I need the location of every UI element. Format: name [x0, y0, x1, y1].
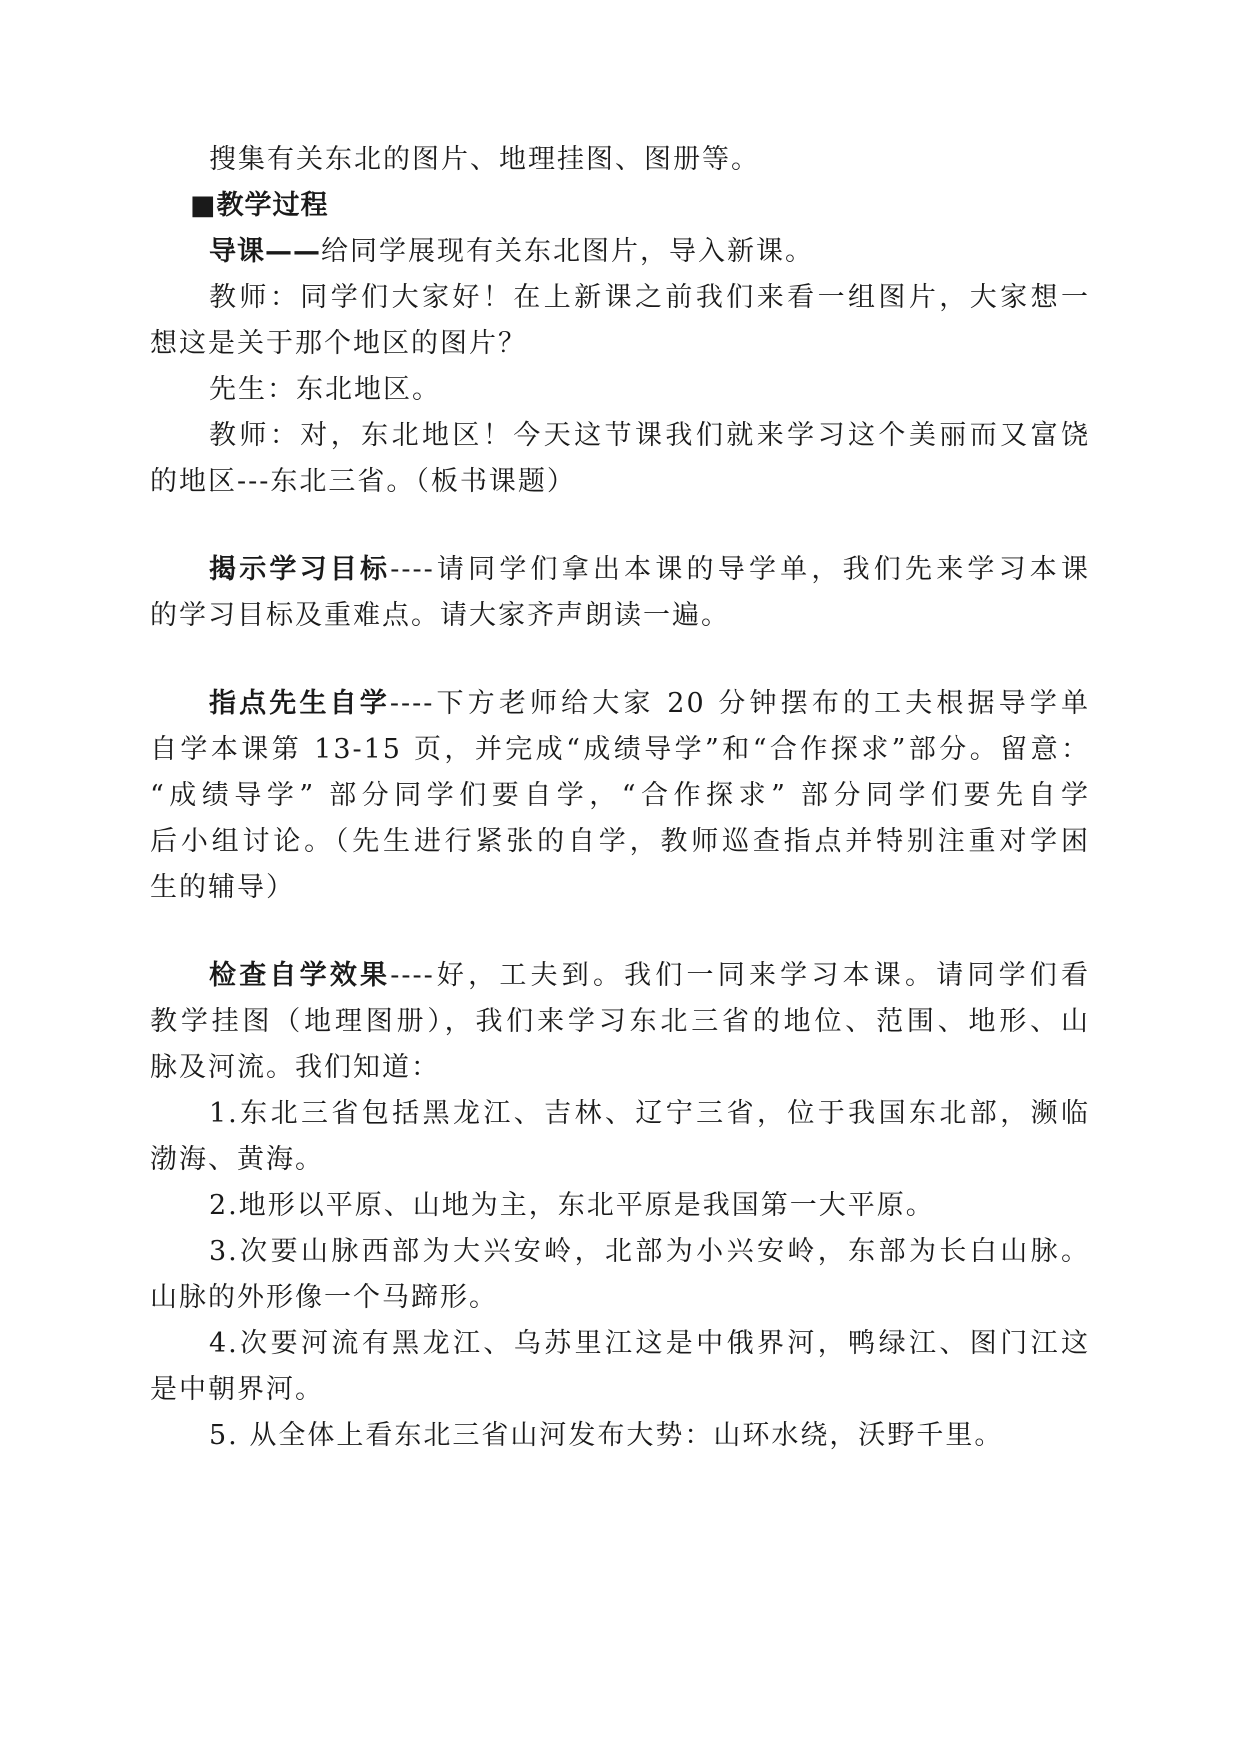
intro-paragraph: [209, 234, 1090, 270]
prep-line: 搜集有关东北的图片、地理挂图、图册等。: [209, 144, 760, 175]
student-1-line: 先生：东北地区。: [209, 374, 441, 405]
self-study-line-2: 自学本课第 13-15 页，并完成“成绩导学”和“合作探求”部分。留意：: [150, 734, 1090, 765]
self-study-line-1-rest: ----下方老师给大家 20 分钟摆布的工夫根据导学单: [389, 688, 1091, 719]
intro-lead: 导课——: [209, 236, 321, 267]
check-lead: 检查自学效果: [209, 960, 391, 991]
check-line-3: 脉及河流。我们知道：: [150, 1052, 440, 1083]
self-study-line-1: [209, 686, 1090, 722]
goals-lead: 揭示学习目标: [209, 554, 391, 585]
intro-text: 给同学展现有关东北图片，导入新课。: [321, 236, 814, 267]
point-2-line-1: 2.地形以平原、山地为主，东北平原是我国第一大平原。: [209, 1190, 935, 1221]
self-study-lead: 指点先生自学: [209, 688, 390, 719]
point-4-line-1: 4.次要河流有黑龙江、乌苏里江这是中俄界河，鸭绿江、图门江这: [209, 1328, 1090, 1359]
point-3-line-1: 3.次要山脉西部为大兴安岭，北部为小兴安岭，东部为长白山脉。: [209, 1236, 1090, 1267]
self-study-line-4: 后小组讨论。（先生进行紧张的自学，教师巡查指点并特别注重对学困: [150, 826, 1090, 857]
point-1-line-1: 1.东北三省包括黑龙江、吉林、辽宁三省，位于我国东北部，濒临: [209, 1098, 1090, 1129]
section-heading: ■教学过程: [190, 190, 329, 221]
goals-line-1: [209, 552, 1090, 588]
goals-line-2: 的学习目标及重难点。请大家齐声朗读一遍。: [150, 600, 730, 631]
point-1-line-2: 渤海、黄海。: [150, 1144, 324, 1175]
teacher-2-line-1: 教师：对，东北地区！今天这节课我们就来学习这个美丽而又富饶: [209, 420, 1090, 451]
check-line-1-rest: ----好，工夫到。我们一同来学习本课。请同学们看: [390, 960, 1091, 991]
teacher-2-line-2: 的地区---东北三省。（板书课题）: [150, 466, 576, 497]
self-study-line-3: “成绩导学” 部分同学们要自学，“合作探求” 部分同学们要先自学: [150, 780, 1090, 811]
teacher-1-line-2: 想这是关于那个地区的图片？: [150, 328, 527, 359]
point-3-line-2: 山脉的外形像一个马蹄形。: [150, 1282, 498, 1313]
check-line-2: 教学挂图（地理图册），我们来学习东北三省的地位、范围、地形、山: [150, 1006, 1090, 1037]
point-5-line-1: 5. 从全体上看东北三省山河发布大势：山环水绕，沃野千里。: [209, 1420, 1004, 1451]
self-study-line-5: 生的辅导）: [150, 872, 295, 903]
point-4-line-2: 是中朝界河。: [150, 1374, 324, 1405]
check-line-1: [209, 958, 1090, 994]
goals-line-1-rest: ----请同学们拿出本课的导学单，我们先来学习本课: [390, 554, 1091, 585]
teacher-1-line-1: 教师：同学们大家好！在上新课之前我们来看一组图片，大家想一: [209, 282, 1090, 313]
